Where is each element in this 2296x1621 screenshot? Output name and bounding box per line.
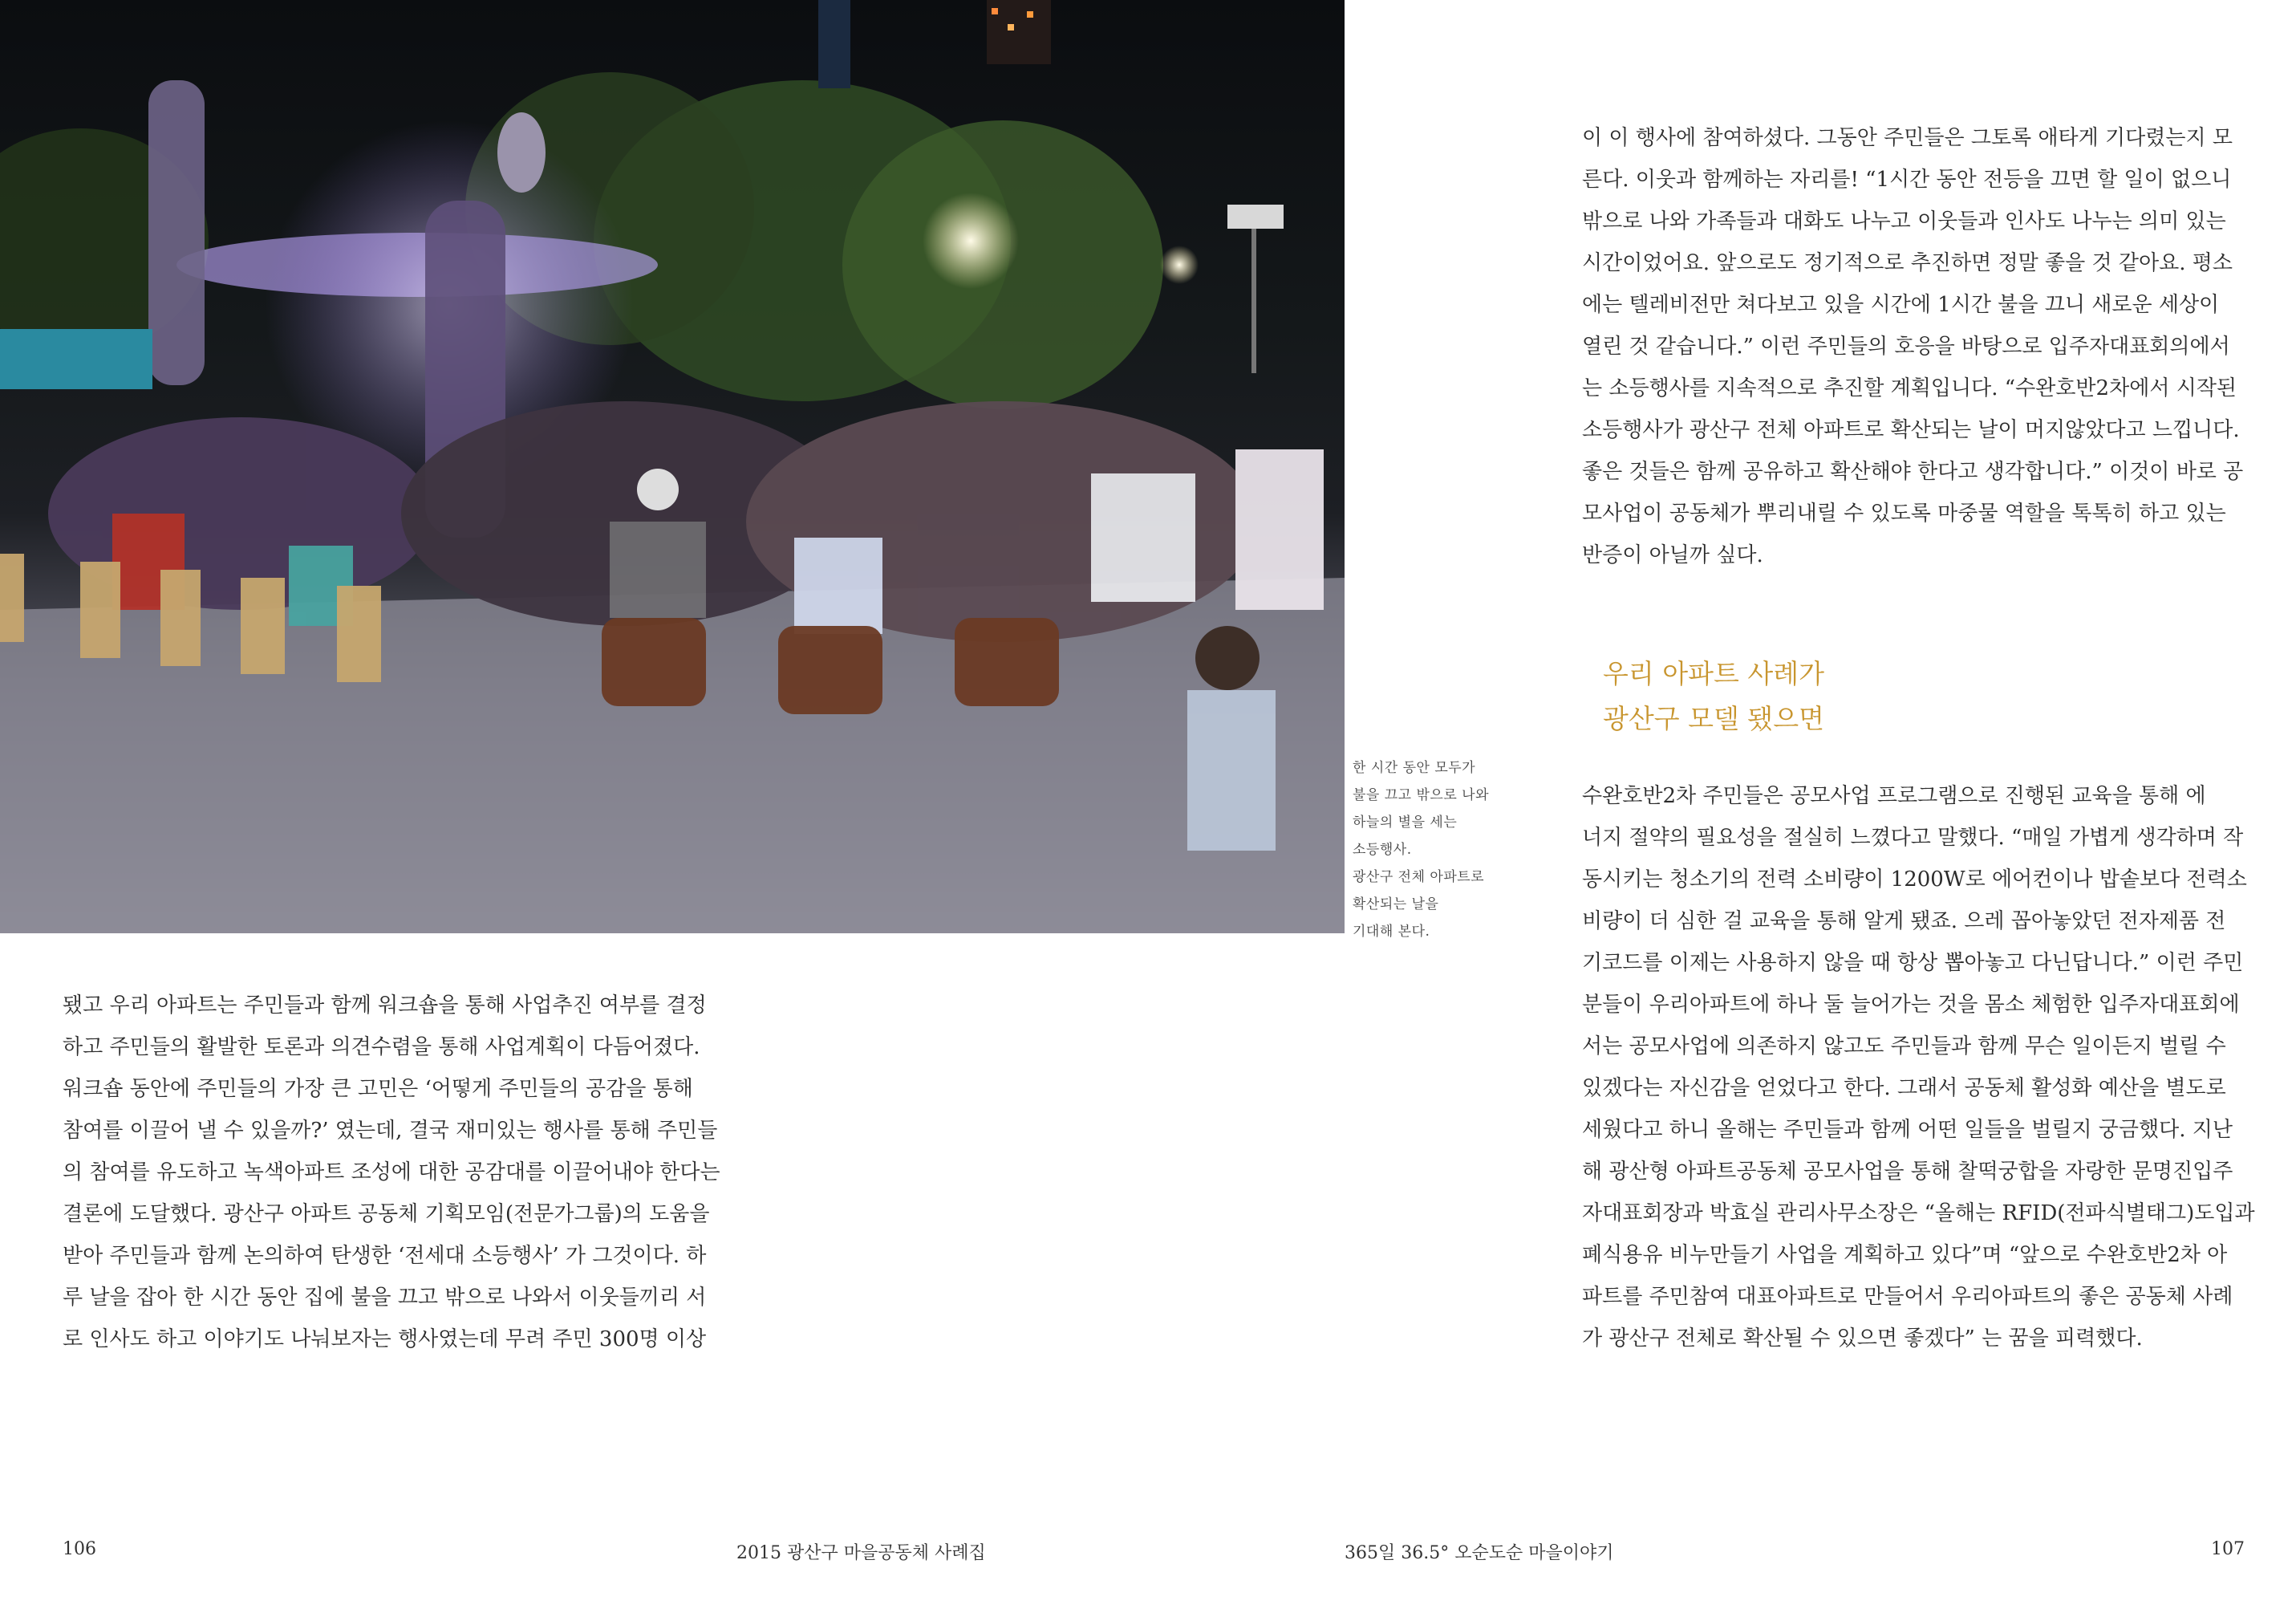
text-line: 좋은 것들은 함께 공유하고 확산해야 한다고 생각합니다.” 이것이 바로 공 (1582, 460, 2244, 484)
caption-line: 불을 끄고 밖으로 나와 (1353, 787, 1490, 803)
text-line: 서는 공모사업에 의존하지 않고도 주민들과 함께 무슨 일이든지 벌릴 수 (1582, 1034, 2226, 1058)
text-line: 의 참여를 유도하고 녹색아파트 조성에 대한 공감대를 이끌어내야 한다는 (63, 1160, 720, 1184)
heading-line: 광산구 모델 됐으면 (1603, 703, 1825, 734)
caption-line: 소등행사. (1353, 842, 1412, 858)
section-heading (1603, 652, 1824, 741)
right-body-text-top (1582, 117, 2246, 576)
text-line: 분들이 우리아파트에 하나 둘 늘어가는 것을 몸소 체험한 입주자대표회에 (1582, 993, 2240, 1017)
text-line: 받아 주민들과 함께 논의하여 탄생한 ‘전세대 소등행사’ 가 그것이다. 하 (63, 1244, 707, 1268)
text-line: 참여를 이끌어 낼 수 있을까?’ 였는데, 결국 재미있는 행사를 통해 주민들 (63, 1119, 718, 1143)
text-line: 기코드를 이제는 사용하지 않을 때 항상 뽑아놓고 다닌답니다.” 이런 주민 (1582, 951, 2244, 975)
text-line: 동시키는 청소기의 전력 소비량이 1200W로 에어컨이나 밥솥보다 전력소 (1582, 867, 2247, 892)
page-number-left: 106 (63, 1539, 96, 1559)
text-line: 됐고 우리 아파트는 주민들과 함께 워크숍을 통해 사업추진 여부를 결정 (63, 993, 707, 1018)
text-line: 있겠다는 자신감을 얻었다고 한다. 그래서 공동체 활성화 예산을 별도로 (1582, 1076, 2226, 1100)
text-line: 른다. 이웃과 함께하는 자리를! “1시간 동안 전등을 끄면 할 일이 없으니 (1582, 168, 2232, 192)
text-line: 폐식용유 비누만들기 사업을 계획하고 있다”며 “앞으로 수완호반2차 아 (1582, 1243, 2228, 1267)
caption-line: 광산구 전체 아파트로 (1353, 869, 1485, 885)
photo-caption (1353, 754, 1513, 945)
text-line: 워크숍 동안에 주민들의 가장 큰 고민은 ‘어떻게 주민들의 공감을 통해 (63, 1077, 693, 1101)
caption-line: 하늘의 별을 세는 (1353, 815, 1458, 831)
text-line: 세웠다고 하니 올해는 주민들과 함께 어떤 일들을 벌릴지 궁금했다. 지난 (1582, 1118, 2233, 1142)
caption-line: 기대해 본다. (1353, 924, 1430, 940)
text-line: 소등행사가 광산구 전체 아파트로 확산되는 날이 머지않았다고 느낍니다. (1582, 418, 2240, 442)
text-line: 밖으로 나와 가족들과 대화도 나누고 이웃들과 인사도 나누는 의미 있는 (1582, 209, 2226, 234)
text-line: 로 인사도 하고 이야기도 나눠보자는 행사였는데 무려 주민 300명 이상 (63, 1327, 707, 1351)
text-line: 너지 절약의 필요성을 절실히 느꼈다고 말했다. “매일 가볍게 생각하며 작 (1582, 826, 2244, 850)
left-body-text (63, 985, 727, 1360)
photo-illustration (0, 0, 1345, 933)
text-line: 시간이었어요. 앞으로도 정기적으로 추진하면 정말 좋을 것 같아요. 평소 (1582, 251, 2233, 275)
event-photo (0, 0, 1345, 933)
page-number-right: 107 (2211, 1539, 2245, 1559)
caption-line: 한 시간 동안 모두가 (1353, 760, 1476, 776)
heading-line: 우리 아파트 사례가 (1603, 658, 1825, 689)
text-line: 수완호반2차 주민들은 공모사업 프로그램으로 진행된 교육을 통해 에 (1582, 784, 2206, 808)
text-line: 루 날을 잡아 한 시간 동안 집에 불을 끄고 밖으로 나와서 이웃들끼리 서 (63, 1286, 707, 1310)
text-line: 가 광산구 전체로 확산될 수 있으면 좋겠다” 는 꿈을 피력했다. (1582, 1326, 2143, 1351)
publication-title-left: 2015 광산구 마을공동체 사례집 (736, 1543, 986, 1563)
caption-line: 확산되는 날을 (1353, 896, 1439, 912)
text-line: 반증이 아닐까 싶다. (1582, 543, 1763, 567)
text-line: 열린 것 같습니다.” 이런 주민들의 호응을 바탕으로 입주자대표회의에서 (1582, 335, 2230, 359)
text-line: 비량이 더 심한 걸 교육을 통해 알게 됐죠. 으레 꼽아놓았던 전자제품 전 (1582, 909, 2226, 933)
text-line: 이 이 행사에 참여하셨다. 그동안 주민들은 그토록 애타게 기다렸는지 모 (1582, 126, 2233, 150)
publication-title-right: 365일 36.5° 오순도순 마을이야기 (1345, 1543, 1614, 1563)
text-line: 하고 주민들의 활발한 토론과 의견수렴을 통해 사업계획이 다듬어졌다. (63, 1035, 700, 1059)
text-line: 에는 텔레비전만 쳐다보고 있을 시간에 1시간 불을 끄니 새로운 세상이 (1582, 293, 2220, 317)
text-line: 결론에 도달했다. 광산구 아파트 공동체 기획모임(전문가그룹)의 도움을 (63, 1202, 710, 1226)
right-body-text-bottom (1582, 775, 2255, 1359)
text-line: 모사업이 공동체가 뿌리내릴 수 있도록 마중물 역할을 톡톡히 하고 있는 (1582, 502, 2226, 526)
text-line: 자대표회장과 박효실 관리사무소장은 “올해는 RFID(전파식별태그)도입과 (1582, 1201, 2255, 1225)
text-line: 는 소등행사를 지속적으로 추진할 계획입니다. “수완호반2차에서 시작된 (1582, 376, 2237, 400)
text-line: 파트를 주민참여 대표아파트로 만들어서 우리아파트의 좋은 공동체 사례 (1582, 1285, 2233, 1309)
text-line: 해 광산형 아파트공동체 공모사업을 통해 찰떡궁합을 자랑한 문명진입주 (1582, 1160, 2233, 1184)
